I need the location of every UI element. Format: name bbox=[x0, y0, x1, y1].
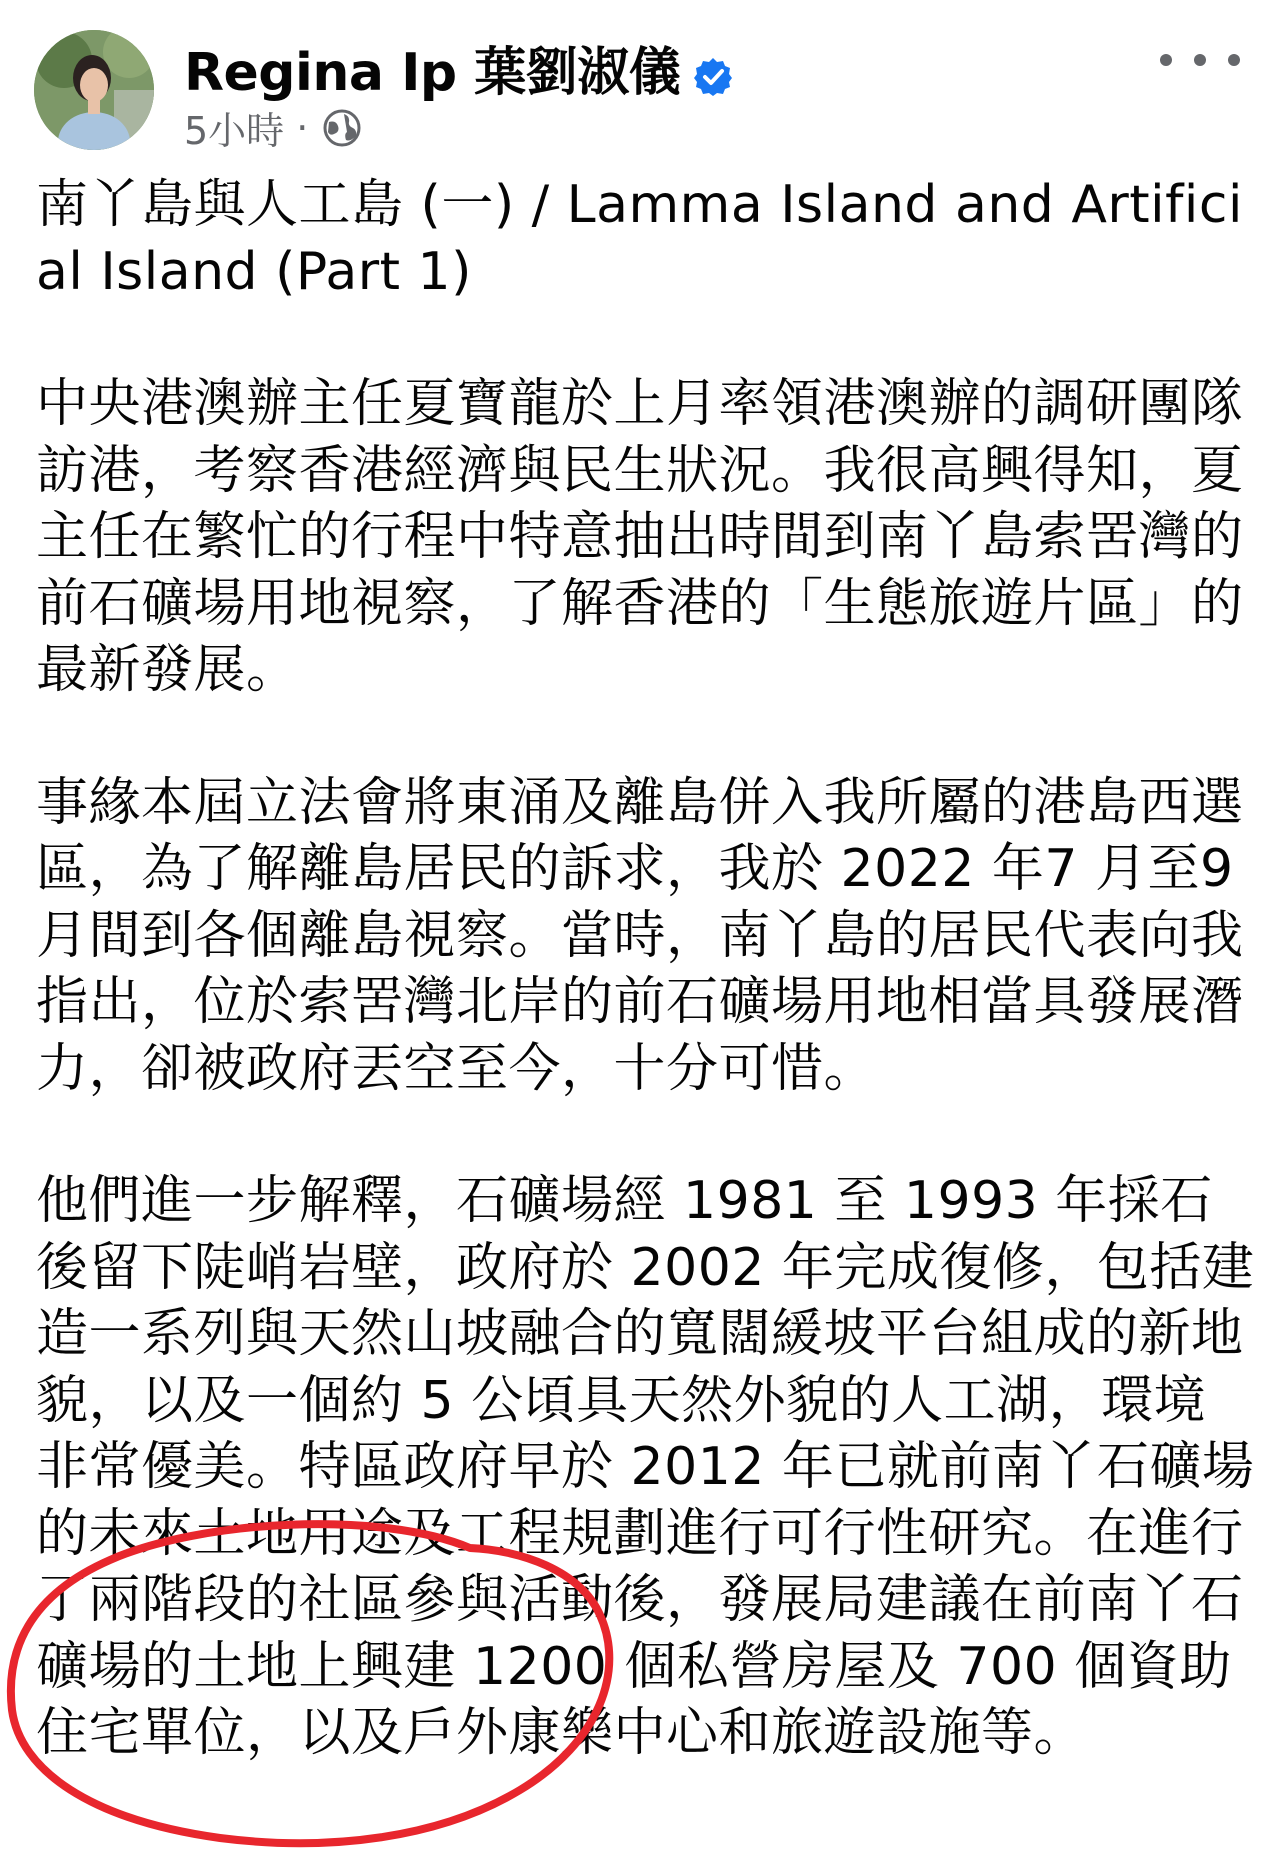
more-dot bbox=[1194, 54, 1206, 66]
post-paragraph-3: 他們進一步解釋，石礦場經 1981 至 1993 年採石後留下陡峭岩壁，政府於 2002 年完成復修，包括建造一系列與天然山坡融合的寬闊緩坡平台組成的新地貌，以及一個約 5 公頃具天然外貌的人工湖，環境非常優美。特區政府早於 2012 年已就前南丫石礦場的未來土地用途及工程規劃進行可行性研究。在進行了兩階段的社區參與活動後，發展局建議在前南丫石礦場的土地上興建 1200 個私營房屋及 700 個資助住宅單位，以及戶外康樂中心和旅遊設施等。 bbox=[36, 1171, 1255, 1763]
author-name-text[interactable]: Regina Ip 葉劉淑儀 bbox=[184, 43, 681, 103]
more-dot bbox=[1228, 54, 1240, 66]
verified-badge-icon bbox=[692, 51, 734, 93]
post-title: 南丫島與人工島 (一) / Lamma Island and Artificial Island (Part 1) bbox=[36, 175, 1243, 302]
post-paragraph-1: 中央港澳辦主任夏寶龍於上月率領港澳辦的調研團隊訪港，考察香港經濟與民生狀況。我很高興得知，夏主任在繁忙的行程中特意抽出時間到南丫島索罟灣的前石礦場用地視察，了解香港的「生態旅遊片區」的最新發展。 bbox=[36, 374, 1244, 700]
author-name[interactable] bbox=[184, 30, 734, 105]
post-body bbox=[36, 172, 1258, 1833]
post-time[interactable]: 5小時 bbox=[184, 109, 285, 153]
more-options-icon[interactable] bbox=[1160, 40, 1240, 80]
avatar-image bbox=[34, 30, 154, 150]
more-dot bbox=[1160, 54, 1172, 66]
post-meta bbox=[184, 100, 364, 155]
meta-separator: · bbox=[296, 105, 309, 150]
author-avatar[interactable] bbox=[34, 30, 154, 150]
post-paragraph-2: 事緣本屆立法會將東涌及離島併入我所屬的港島西選區，為了解離島居民的訴求，我於 2022 年7 月至9 月間到各個離島視察。當時，南丫島的居民代表向我指出，位於索罟灣北岸的前石礦場用地相當具發展潛力，卻被政府丟空至今，十分可惜。 bbox=[36, 772, 1251, 1099]
globe-icon[interactable] bbox=[320, 106, 364, 150]
